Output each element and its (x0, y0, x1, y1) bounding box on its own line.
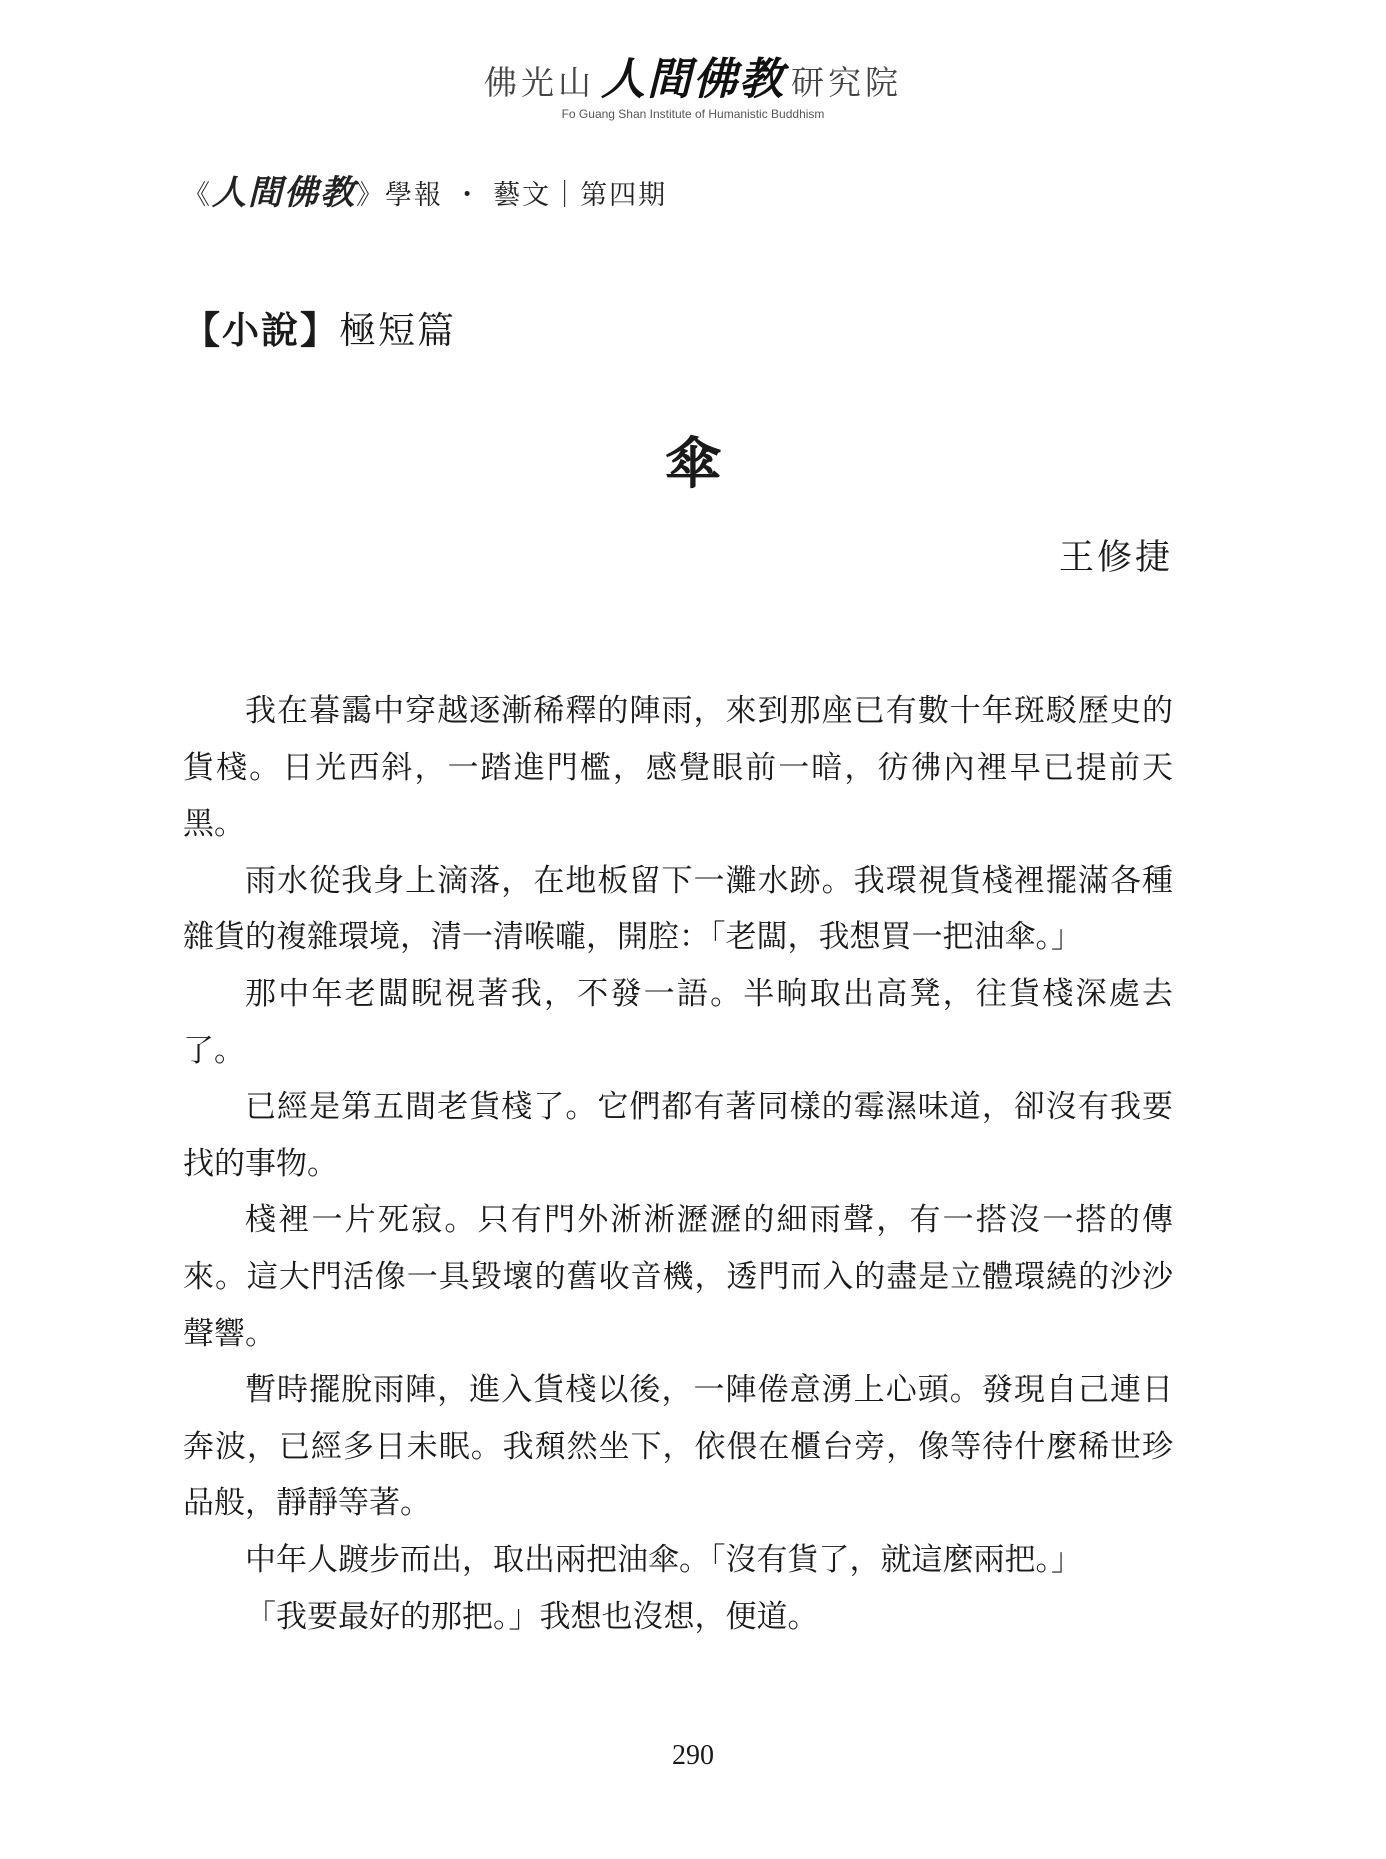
article-author: 王修捷 (1058, 538, 1173, 578)
page-number: 290 (672, 1740, 714, 1771)
journal-open-bracket: 《 (183, 180, 212, 211)
paragraph: 已經是第五間老貨棧了。它們都有著同樣的霉濕味道，卻沒有我要找的事物。 (183, 1089, 1173, 1182)
section-label (183, 300, 456, 354)
institute-name (0, 54, 1386, 105)
paragraph: 我在暮靄中穿越逐漸稀釋的陣雨，來到那座已有數十年斑駁歷史的貨棧。日光西斜，一踏進門檻，感覺眼前一暗，彷彿內裡早已提前天黑。 (183, 693, 1173, 843)
section-subgenre: 極短篇 (339, 309, 456, 352)
institute-prefix: 佛光山 (484, 63, 595, 102)
article-title: 傘 (665, 431, 721, 497)
institute-header (0, 54, 1386, 121)
paragraph: 中年人踱步而出，取出兩把油傘。「沒有貨了，就這麼兩把。」 (245, 1541, 1082, 1578)
paragraph: 雨水從我身上滴落，在地板留下一灘水跡。我環視貨棧裡擺滿各種雜貨的複雜環境，清一清喉嚨，開腔：「老闆，我想買一把油傘。」 (183, 862, 1173, 956)
institute-suffix: 研究院 (791, 63, 902, 102)
journal-issue-text: 》學報 ・ 藝文｜第四期 (356, 180, 668, 211)
section-genre: 【小說】 (183, 308, 339, 352)
journal-running-head (183, 165, 667, 214)
paragraph: 那中年老闆睨視著我，不發一語。半晌取出高凳，往貨棧深處去了。 (183, 975, 1173, 1069)
institute-english-name: Fo Guang Shan Institute of Humanistic Buddhism (561, 107, 825, 121)
paragraph: 暫時擺脫雨陣，進入貨棧以後，一陣倦意湧上心頭。發現自己連日奔波，已經多日未眠。我頹然坐下，依偎在櫃台旁，像等待什麼稀世珍品般，靜靜等著。 (183, 1372, 1173, 1522)
institute-brand-logo: 人間佛教 (601, 54, 785, 105)
paragraph: 「我要最好的那把。」我想也沒想，便道。 (245, 1598, 819, 1635)
paragraph: 棧裡一片死寂。只有門外淅淅瀝瀝的細雨聲，有一搭沒一搭的傳來。這大門活像一具毀壞的舊收音機，透門而入的盡是立體環繞的沙沙聲響。 (183, 1202, 1173, 1352)
journal-brand-logo: 人間佛教 (212, 173, 356, 213)
article-body (183, 683, 1173, 1645)
